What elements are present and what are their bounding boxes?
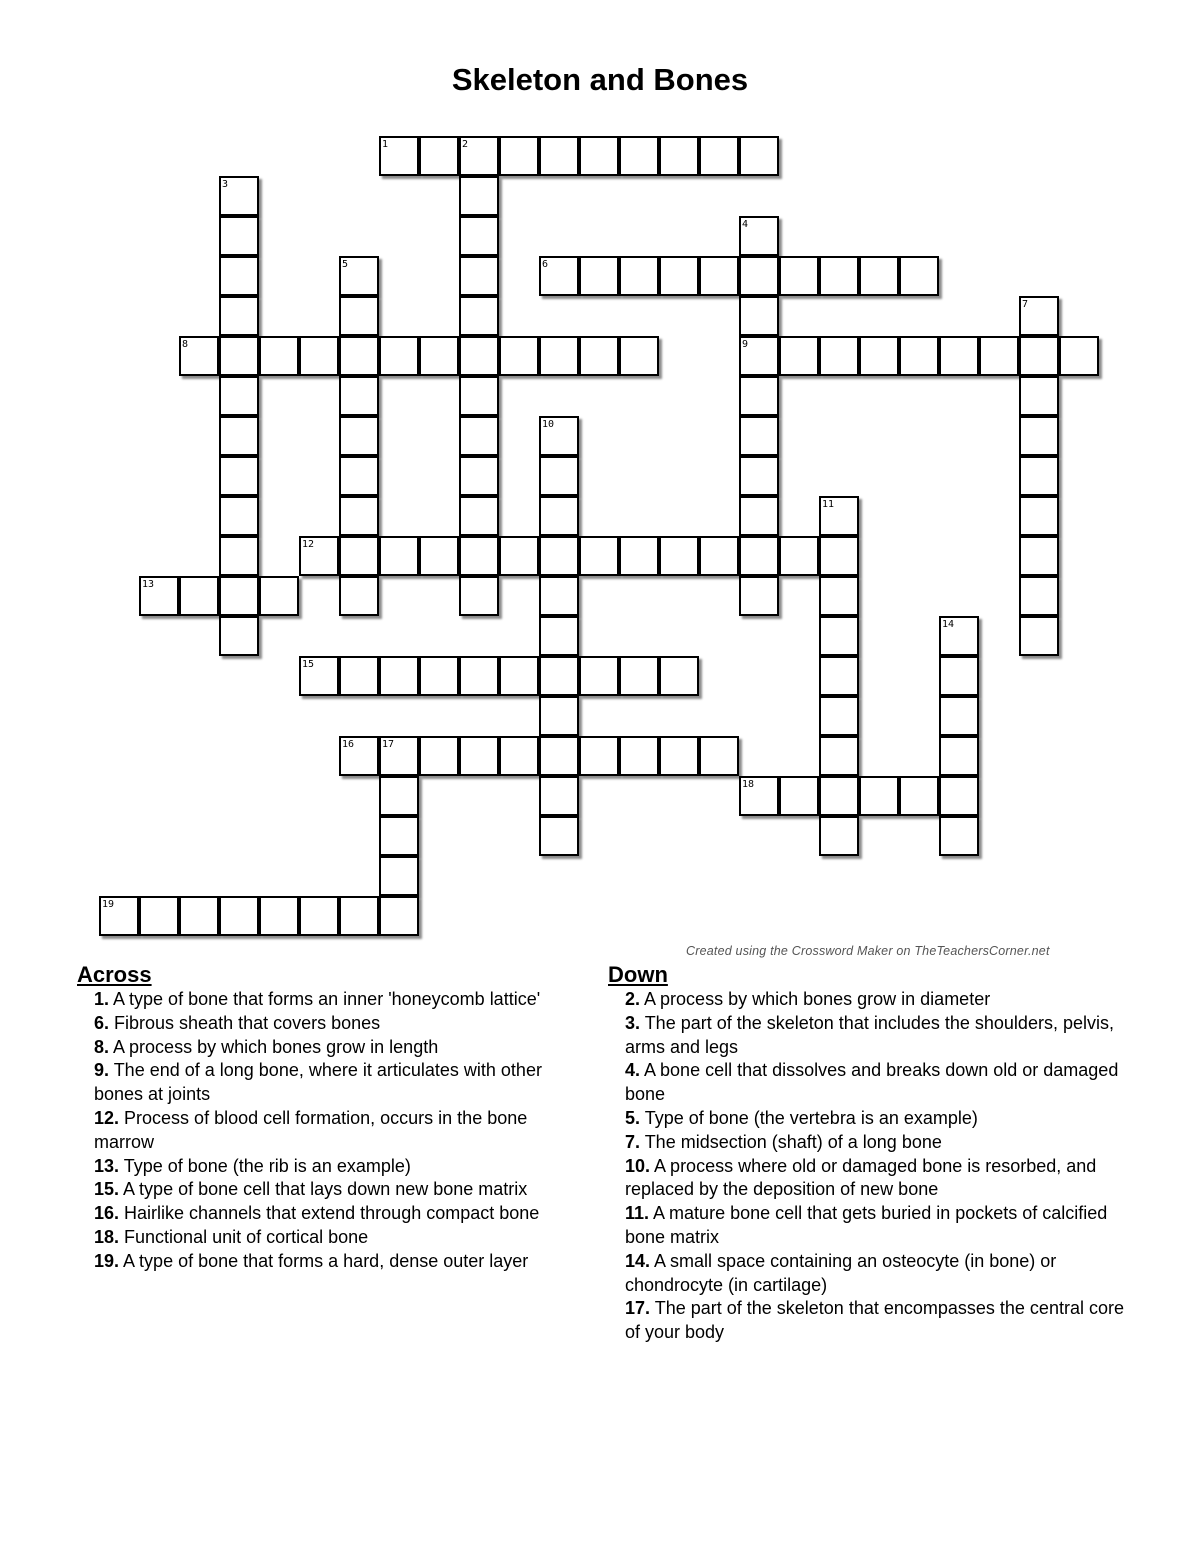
grid-cell-fill: [501, 658, 537, 694]
grid-clue-number: 3: [222, 179, 229, 190]
clue-item: [608, 1250, 1138, 1298]
clue-number: 12.: [94, 1107, 120, 1128]
grid-cell-fill: [621, 338, 657, 374]
clue-item: [608, 988, 1138, 1012]
down-clues: [608, 962, 1138, 1345]
clue-number: 17.: [625, 1298, 651, 1319]
grid-cell-fill: [941, 778, 977, 814]
grid-cell-fill: [221, 618, 257, 654]
grid-cell-fill: [541, 818, 577, 854]
grid-cell-fill: [581, 338, 617, 374]
clue-text: A mature bone cell that gets buried in pockets of calcified bone matrix: [625, 1203, 1108, 1247]
clue-text: A bone cell that dissolves and breaks down old or damaged bone: [625, 1060, 1119, 1105]
clue-item: [77, 1202, 577, 1226]
grid-cell-fill: [821, 258, 857, 294]
clue-item: [608, 1297, 1138, 1345]
grid-cell-fill: [461, 258, 497, 294]
grid-cell-fill: [261, 578, 297, 614]
clue-text: Hairlike channels that extend through compact bone: [119, 1203, 540, 1224]
clue-number: 16.: [94, 1203, 120, 1224]
grid-cell-fill: [981, 338, 1017, 374]
grid-cell-fill: [341, 578, 377, 614]
clue-number: 10.: [625, 1155, 651, 1176]
grid-cell-fill: [421, 658, 457, 694]
grid-cell-fill: [1021, 498, 1057, 534]
clue-item: [608, 1202, 1138, 1250]
grid-clue-number: 17: [382, 739, 395, 750]
grid-cell-fill: [541, 658, 577, 694]
grid-cell-fill: [341, 458, 377, 494]
grid-cell-fill: [301, 898, 337, 934]
grid-cell-fill: [381, 338, 417, 374]
clue-number: 18.: [94, 1226, 120, 1247]
grid-cell-fill: [141, 898, 177, 934]
clue-number: 11.: [625, 1203, 650, 1224]
grid-cell-fill: [1021, 618, 1057, 654]
grid-clue-number: 12: [302, 539, 315, 550]
grid-cell-fill: [821, 578, 857, 614]
grid-cell-fill: [821, 698, 857, 734]
grid-cell-fill: [501, 338, 537, 374]
clue-item: [77, 1178, 577, 1202]
clue-item: [608, 1012, 1138, 1060]
clue-text: Functional unit of cortical bone: [119, 1226, 369, 1247]
grid-cell-fill: [661, 258, 697, 294]
grid-cell-fill: [541, 138, 577, 174]
grid-cell-fill: [941, 698, 977, 734]
grid-clue-number: 19: [102, 899, 115, 910]
grid-cell-fill: [381, 778, 417, 814]
grid-cell-fill: [581, 538, 617, 574]
grid-cell-fill: [221, 338, 257, 374]
grid-cell-fill: [781, 338, 817, 374]
grid-cell-fill: [901, 778, 937, 814]
across-heading: Across: [77, 962, 152, 987]
clue-number: 13.: [94, 1155, 120, 1176]
grid-cell-fill: [581, 258, 617, 294]
grid-cell-fill: [381, 858, 417, 894]
grid-cell-fill: [741, 258, 777, 294]
grid-cell-fill: [581, 658, 617, 694]
grid-cell-fill: [861, 778, 897, 814]
grid-cell-fill: [461, 378, 497, 414]
grid-cell-fill: [701, 738, 737, 774]
grid-cell-fill: [1021, 418, 1057, 454]
grid-cell-fill: [861, 258, 897, 294]
clue-text: The part of the skeleton that includes the shoulders, pelvis, arms and legs: [625, 1012, 1114, 1057]
grid-cell-fill: [461, 338, 497, 374]
clue-text: A type of bone that forms a hard, dense outer layer: [119, 1250, 529, 1271]
grid-cell-fill: [781, 258, 817, 294]
grid-cell-fill: [661, 738, 697, 774]
grid-cell-fill: [621, 258, 657, 294]
grid-cell-fill: [461, 498, 497, 534]
clue-item: [608, 1155, 1138, 1203]
grid-clue-number: 1: [382, 139, 389, 150]
grid-cell-fill: [221, 378, 257, 414]
grid-cell-fill: [261, 338, 297, 374]
grid-cell-fill: [221, 218, 257, 254]
grid-cell-fill: [1021, 458, 1057, 494]
grid-cell-fill: [221, 898, 257, 934]
clue-number: 2.: [625, 989, 641, 1009]
clue-number: 14.: [625, 1250, 651, 1271]
clue-text: Fibrous sheath that covers bones: [109, 1012, 381, 1033]
grid-cell-fill: [461, 738, 497, 774]
grid-cell-fill: [621, 538, 657, 574]
grid-cell-fill: [1061, 338, 1097, 374]
grid-cell-fill: [501, 538, 537, 574]
grid-cell-fill: [341, 498, 377, 534]
grid-cell-fill: [741, 458, 777, 494]
page-title: Skeleton and Bones: [451, 62, 749, 97]
clue-text: A small space containing an osteocyte (in bone) or chondrocyte (in cartilage): [625, 1250, 1057, 1295]
grid-cell-fill: [941, 338, 977, 374]
grid-cell-fill: [221, 458, 257, 494]
grid-cell-fill: [541, 458, 577, 494]
grid-cell-fill: [701, 138, 737, 174]
clue-number: 7.: [625, 1131, 641, 1152]
grid-cell-fill: [501, 738, 537, 774]
grid-cell-fill: [1021, 378, 1057, 414]
clue-number: 9.: [94, 1060, 110, 1081]
clue-text: A type of bone cell that lays down new bone matrix: [119, 1179, 528, 1200]
grid-cell-fill: [341, 378, 377, 414]
grid-cell-fill: [741, 418, 777, 454]
grid-clue-number: 10: [542, 419, 555, 430]
grid-clue-number: 15: [302, 659, 315, 670]
grid-cell-fill: [581, 138, 617, 174]
grid-cell-fill: [941, 658, 977, 694]
down-clue-list: [608, 988, 1138, 1345]
grid-cell-fill: [541, 778, 577, 814]
grid-cell-fill: [741, 378, 777, 414]
clue-item: [608, 1059, 1138, 1107]
across-clue-list: [77, 988, 577, 1274]
grid-clue-number: 7: [1022, 299, 1029, 310]
clue-text: The part of the skeleton that encompasses the central core of your body: [625, 1298, 1124, 1343]
grid-cell-fill: [541, 698, 577, 734]
grid-clue-number: 4: [742, 219, 749, 230]
grid-clue-number: 14: [942, 619, 955, 630]
clue-number: 4.: [625, 1060, 641, 1081]
down-heading: Down: [608, 962, 668, 987]
grid-cell-fill: [461, 418, 497, 454]
clue-text: The end of a long bone, where it articulates with other bones at joints: [94, 1060, 542, 1105]
grid-cell-fill: [221, 498, 257, 534]
clue-text: Type of bone (the rib is an example): [119, 1155, 411, 1176]
grid-clue-number: 16: [342, 739, 355, 750]
grid-cell-fill: [621, 738, 657, 774]
grid-cell-fill: [821, 778, 857, 814]
grid-cell-fill: [341, 338, 377, 374]
grid-cell-fill: [421, 338, 457, 374]
grid-cell-fill: [221, 258, 257, 294]
grid-cell-fill: [541, 738, 577, 774]
grid-cell-fill: [221, 578, 257, 614]
clue-text: Type of bone (the vertebra is an example): [640, 1107, 978, 1128]
grid-cell-fill: [821, 738, 857, 774]
grid-cell-fill: [821, 538, 857, 574]
grid-cell-fill: [541, 538, 577, 574]
grid-cell-fill: [821, 818, 857, 854]
grid-cell-fill: [661, 538, 697, 574]
grid-cell-fill: [661, 138, 697, 174]
grid-cell-fill: [341, 538, 377, 574]
clue-number: 6.: [94, 1012, 110, 1033]
grid-cell-fill: [461, 218, 497, 254]
grid-cell-fill: [1021, 538, 1057, 574]
grid-cell-fill: [301, 338, 337, 374]
grid-cell-fill: [621, 658, 657, 694]
grid-cell-fill: [381, 538, 417, 574]
grid-cell-fill: [781, 538, 817, 574]
clue-item: [77, 988, 577, 1012]
credit-text: Created using the Crossword Maker on TheTeachersCorner.net: [686, 944, 1050, 958]
clue-text: A type of bone that forms an inner 'honeycomb lattice': [109, 989, 541, 1009]
clue-text: A process by which bones grow in length: [109, 1036, 439, 1057]
clue-text: A process by which bones grow in diameter: [640, 989, 991, 1009]
grid-cell-fill: [501, 138, 537, 174]
clue-number: 15.: [94, 1179, 120, 1200]
clue-number: 8.: [94, 1036, 110, 1057]
grid-cell-fill: [1021, 578, 1057, 614]
clue-item: [77, 1036, 577, 1060]
grid-cell-fill: [541, 498, 577, 534]
clue-item: [608, 1131, 1138, 1155]
grid-cell-fill: [861, 338, 897, 374]
grid-cell-fill: [461, 178, 497, 214]
grid-cell-fill: [701, 538, 737, 574]
grid-cell-fill: [461, 578, 497, 614]
grid-cell-fill: [581, 738, 617, 774]
grid-cell-fill: [621, 138, 657, 174]
grid-cell-fill: [541, 618, 577, 654]
clue-number: 19.: [94, 1250, 120, 1271]
grid-cell-fill: [741, 498, 777, 534]
grid-cell-fill: [381, 818, 417, 854]
grid-cell-fill: [1021, 338, 1057, 374]
grid-clue-number: 13: [142, 579, 155, 590]
clue-item: [77, 1250, 577, 1274]
clue-item: [77, 1155, 577, 1179]
grid-cell-fill: [461, 658, 497, 694]
grid-clue-number: 5: [342, 259, 349, 270]
grid-cell-fill: [741, 138, 777, 174]
clue-item: [608, 1107, 1138, 1131]
grid-cell-fill: [821, 338, 857, 374]
clue-text: Process of blood cell formation, occurs in the bone marrow: [94, 1107, 528, 1152]
grid-cell-fill: [821, 618, 857, 654]
grid-cell-fill: [941, 738, 977, 774]
grid-cell-fill: [701, 258, 737, 294]
grid-cell-fill: [901, 258, 937, 294]
grid-clue-number: 2: [462, 139, 469, 150]
grid-cell-fill: [221, 298, 257, 334]
clue-text: A process where old or damaged bone is resorbed, and replaced by the deposition of new bone: [625, 1155, 1097, 1200]
grid-cell-fill: [781, 778, 817, 814]
grid-cell-fill: [461, 538, 497, 574]
clue-item: [77, 1012, 577, 1036]
grid-clue-number: 6: [542, 259, 549, 270]
grid-cell-fill: [741, 538, 777, 574]
grid-cell-fill: [741, 298, 777, 334]
grid-cell-fill: [461, 458, 497, 494]
clue-text: The midsection (shaft) of a long bone: [640, 1131, 942, 1152]
grid-cell-fill: [181, 898, 217, 934]
grid-cell-fill: [221, 538, 257, 574]
clue-number: 5.: [625, 1107, 641, 1128]
grid-cell-fill: [661, 658, 697, 694]
clue-item: [77, 1107, 577, 1155]
grid-clue-number: 8: [182, 339, 189, 350]
grid-cell-fill: [261, 898, 297, 934]
clue-number: 3.: [625, 1012, 641, 1033]
grid-cell-fill: [741, 578, 777, 614]
grid-cell-fill: [221, 418, 257, 454]
across-clues: [77, 962, 577, 1274]
grid-cell-fill: [941, 818, 977, 854]
grid-cell-fill: [901, 338, 937, 374]
grid-cell-fill: [821, 658, 857, 694]
grid-clue-number: 9: [742, 339, 749, 350]
grid-cell-fill: [381, 658, 417, 694]
grid-clue-number: 18: [742, 779, 755, 790]
grid-clue-number: 11: [822, 499, 835, 510]
grid-cell-fill: [541, 578, 577, 614]
grid-cell-fill: [381, 898, 417, 934]
grid-cell-fill: [341, 898, 377, 934]
clue-item: [77, 1226, 577, 1250]
grid-cell-fill: [341, 298, 377, 334]
grid-cell-fill: [181, 578, 217, 614]
clue-number: 1.: [94, 989, 110, 1009]
grid-cell-fill: [341, 658, 377, 694]
grid-cell-fill: [421, 738, 457, 774]
grid-cell-fill: [461, 298, 497, 334]
grid-cell-fill: [421, 138, 457, 174]
grid-cell-fill: [341, 418, 377, 454]
clue-item: [77, 1059, 577, 1107]
grid-cell-fill: [421, 538, 457, 574]
grid-cell-fill: [541, 338, 577, 374]
